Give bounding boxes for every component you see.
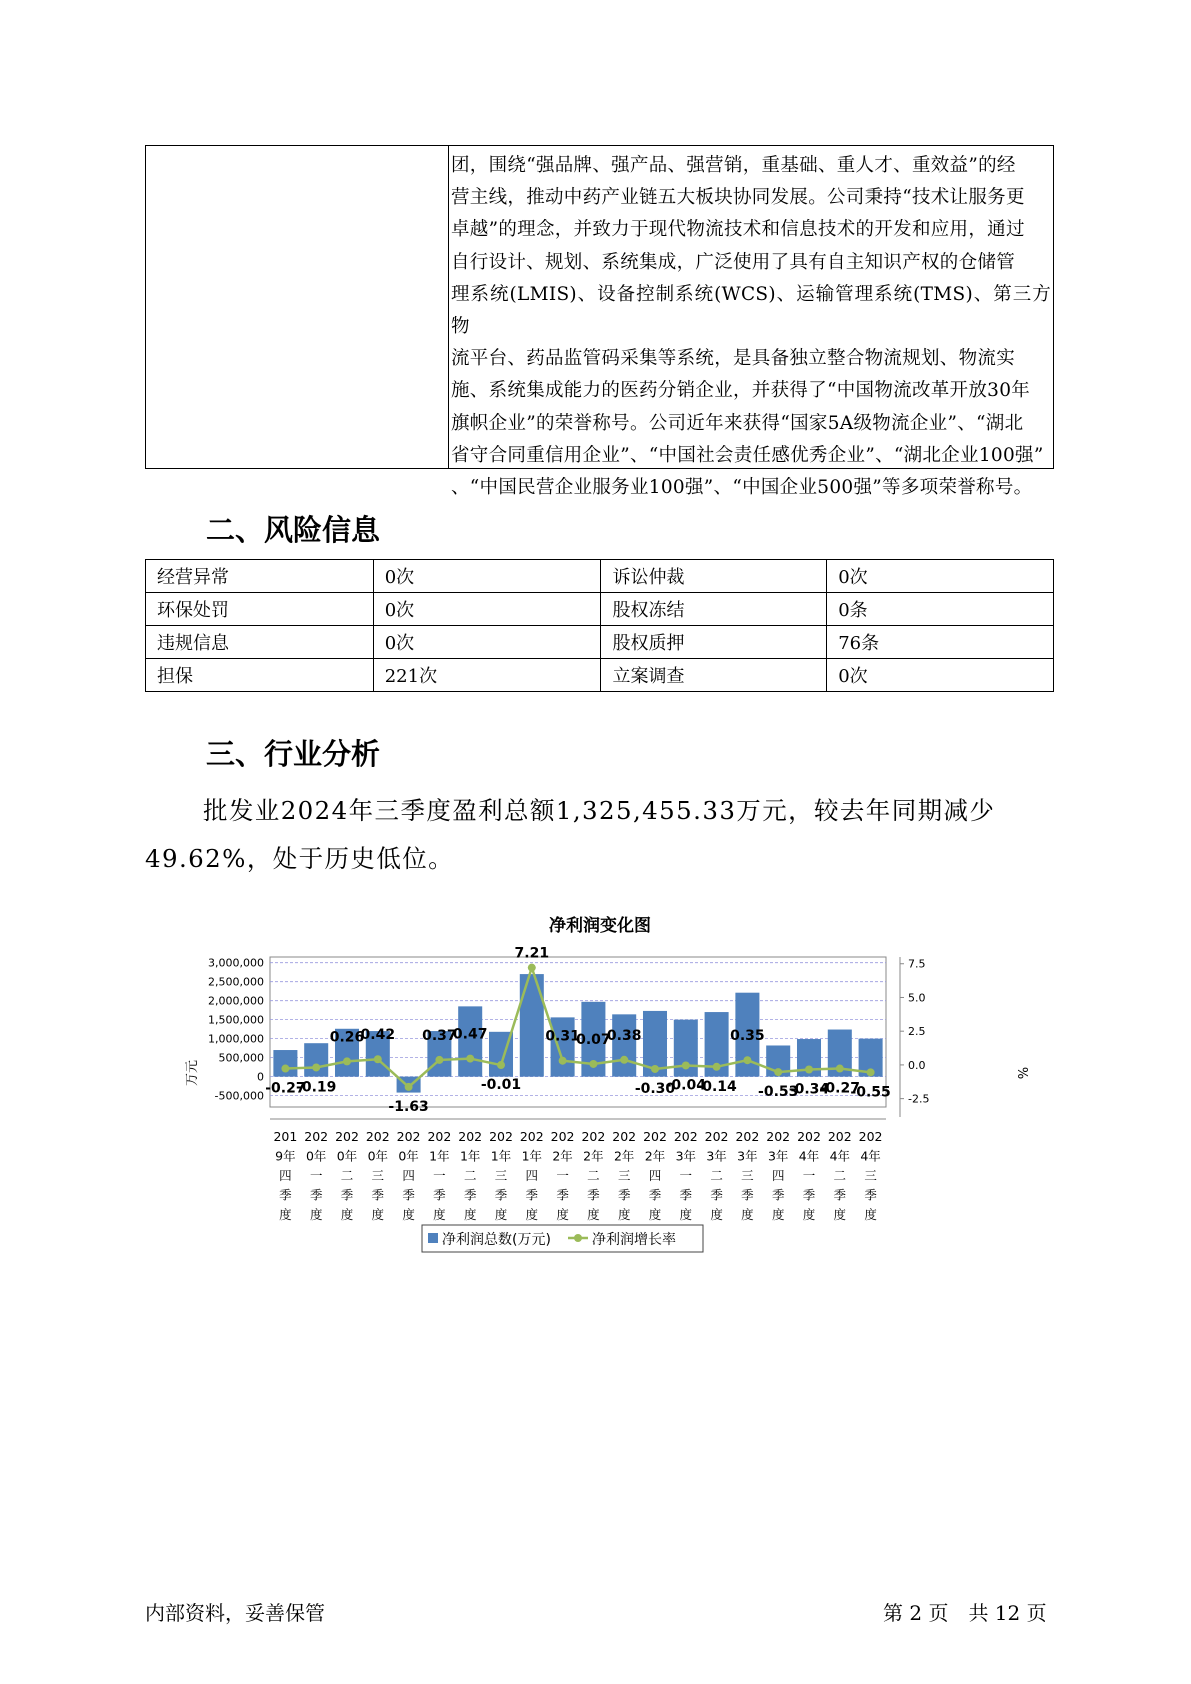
growth-rate-label: -0.53 <box>758 1084 799 1101</box>
company-intro-table <box>145 145 1054 499</box>
x-tick-label: 202 <box>335 1129 359 1144</box>
y-left-tick-label: 0 <box>257 1070 264 1084</box>
x-tick-label: 202 <box>704 1129 729 1144</box>
x-tick-label: 二 <box>340 1168 354 1183</box>
x-tick-label: 三 <box>617 1168 631 1183</box>
x-tick-label: 度 <box>617 1207 631 1222</box>
y-left-tick-label: 2,500,000 <box>208 975 264 989</box>
growth-rate-point <box>836 1065 844 1073</box>
x-tick-label: 202 <box>797 1129 821 1144</box>
growth-rate-point <box>774 1068 782 1076</box>
legend-bar-swatch <box>428 1233 438 1243</box>
intro-line: 施、系统集成能力的医药分销企业，并获得了“中国物流改革开放30年 <box>451 380 1031 402</box>
bar <box>273 1050 297 1077</box>
chart-legend <box>422 1225 703 1252</box>
x-tick-label: 二 <box>463 1168 477 1183</box>
x-tick-label: 度 <box>802 1207 816 1222</box>
growth-rate-point <box>528 964 536 972</box>
risk-label-cell: 违规信息 <box>146 626 374 659</box>
intro-line: 旗帜企业”的荣誉称号。公司近年来获得“国家5A级物流企业”、“湖北 <box>451 412 1024 434</box>
x-tick-label: 3年 <box>706 1148 727 1164</box>
risk-label-cell: 立案调查 <box>601 659 827 692</box>
y-right-tick-label: 7.5 <box>908 957 926 971</box>
x-tick-label: 季 <box>402 1187 415 1203</box>
net-profit-chart <box>180 905 1029 1355</box>
x-tick-label: 202 <box>612 1129 637 1144</box>
x-tick-label: 季 <box>679 1187 693 1203</box>
x-tick-label: 度 <box>741 1207 754 1222</box>
growth-rate-label: 7.21 <box>514 945 550 962</box>
table-row <box>146 593 1054 626</box>
x-tick-label: 度 <box>525 1207 539 1222</box>
legend-bar-label: 净利润总数(万元) <box>442 1232 551 1248</box>
x-tick-label: 一 <box>309 1168 323 1183</box>
risk-value-cell: 0次 <box>827 560 1054 593</box>
x-tick-label: 季 <box>833 1187 847 1203</box>
x-tick-label: 度 <box>340 1207 354 1222</box>
x-tick-label: 季 <box>433 1187 446 1203</box>
x-tick-label: 季 <box>710 1187 723 1203</box>
y-right-tick-label: 5.0 <box>908 991 926 1005</box>
section-industry-heading: 三、行业分析 <box>206 737 381 771</box>
chart-data-labels <box>265 946 891 1115</box>
x-tick-label: 3年 <box>767 1148 789 1164</box>
intro-text-cell <box>451 150 1051 504</box>
x-tick-label: 二 <box>710 1168 723 1183</box>
growth-rate-point <box>466 1055 474 1063</box>
x-tick-label: 季 <box>309 1187 323 1203</box>
intro-line: 理系统(LMIS)、设备控制系统(WCS)、运输管理系统(TMS)、第三方物 <box>451 283 1051 338</box>
x-tick-label: 2年 <box>552 1148 573 1164</box>
x-tick-label: 季 <box>525 1187 539 1203</box>
x-tick-label: 度 <box>833 1207 847 1222</box>
x-tick-label: 2年 <box>583 1148 604 1164</box>
x-tick-label: 一 <box>802 1168 816 1183</box>
x-tick-label: 0年 <box>367 1148 389 1164</box>
x-tick-label: 4年 <box>798 1148 820 1164</box>
table-row <box>146 626 1054 659</box>
growth-rate-point <box>620 1056 628 1064</box>
x-tick-label: 季 <box>617 1187 631 1203</box>
industry-paragraph-line2: 49.62%，处于历史低位。 <box>145 844 455 873</box>
x-tick-label: 1年 <box>429 1148 450 1164</box>
growth-rate-point <box>682 1061 690 1069</box>
y-axis-left-label: 万元 <box>185 1059 200 1087</box>
x-tick-label: 三 <box>741 1168 754 1183</box>
x-tick-label: 度 <box>309 1207 323 1222</box>
risk-value-cell: 0次 <box>373 593 601 626</box>
x-tick-label: 度 <box>771 1207 785 1222</box>
intro-line: 、“中国民营企业服务业100强”、“中国企业500强”等多项荣誉称号。 <box>451 477 1033 499</box>
y-left-tick-label: 1,500,000 <box>208 1013 264 1027</box>
risk-label-cell: 股权质押 <box>601 626 827 659</box>
growth-rate-point <box>405 1083 413 1091</box>
x-tick-label: 202 <box>581 1129 606 1144</box>
risk-value-cell: 76条 <box>827 626 1054 659</box>
x-tick-label: 202 <box>427 1129 452 1144</box>
x-tick-label: 202 <box>396 1129 421 1144</box>
x-tick-label: 季 <box>802 1187 816 1203</box>
y-right-tick-label: 2.5 <box>908 1025 926 1039</box>
growth-rate-label: 0.42 <box>360 1027 396 1044</box>
x-tick-label: 度 <box>587 1207 600 1222</box>
growth-rate-label: -0.19 <box>296 1079 337 1096</box>
x-tick-label: 季 <box>371 1187 385 1203</box>
y-left-tick-label: 500,000 <box>218 1051 264 1065</box>
growth-rate-label: -0.27 <box>819 1080 860 1097</box>
footer-page-number: 第 2 页 共 12 页 <box>883 1601 1047 1625</box>
footer-confidential: 内部资料，妥善保管 <box>145 1601 325 1625</box>
growth-rate-point <box>805 1066 813 1074</box>
bar <box>304 1043 328 1076</box>
x-tick-label: 四 <box>402 1168 415 1183</box>
x-tick-label: 四 <box>771 1168 785 1183</box>
risk-value-cell: 0条 <box>827 593 1054 626</box>
x-tick-label: 202 <box>827 1129 852 1144</box>
y-axis-right-label: % <box>1014 1066 1029 1080</box>
x-tick-label: 202 <box>766 1129 791 1144</box>
growth-rate-point <box>374 1055 382 1063</box>
growth-rate-label: -0.55 <box>850 1084 891 1101</box>
growth-rate-label: -0.30 <box>634 1080 676 1097</box>
risk-label-cell: 股权冻结 <box>601 593 827 626</box>
x-tick-label: 202 <box>519 1129 544 1144</box>
x-tick-label: 二 <box>833 1168 847 1183</box>
x-tick-label: 4年 <box>860 1148 881 1164</box>
growth-rate-label: -0.27 <box>265 1080 306 1097</box>
x-tick-label: 季 <box>279 1187 292 1203</box>
x-tick-label: 季 <box>864 1187 877 1203</box>
x-tick-label: 3年 <box>675 1148 697 1164</box>
x-tick-label: 0年 <box>398 1148 419 1164</box>
risk-label-cell: 诉讼仲裁 <box>601 560 827 593</box>
x-tick-label: 季 <box>494 1187 508 1203</box>
x-tick-label: 度 <box>433 1207 446 1222</box>
x-tick-label: 度 <box>556 1207 569 1222</box>
x-tick-label: 度 <box>371 1207 385 1222</box>
bar <box>612 1014 636 1076</box>
growth-rate-point <box>281 1065 289 1073</box>
x-tick-label: 度 <box>279 1207 292 1222</box>
table-row <box>146 560 1054 593</box>
growth-rate-label: 0.31 <box>545 1028 580 1045</box>
x-tick-label: 0年 <box>305 1148 327 1164</box>
x-tick-label: 202 <box>673 1129 698 1144</box>
growth-rate-point <box>497 1061 505 1069</box>
x-tick-label: 1年 <box>521 1148 543 1164</box>
y-left-tick-label: 1,000,000 <box>208 1032 264 1046</box>
growth-rate-point <box>651 1065 659 1073</box>
risk-value-cell: 0次 <box>373 560 601 593</box>
x-tick-label: 季 <box>648 1187 662 1203</box>
x-tick-label: 三 <box>864 1168 877 1183</box>
x-tick-label: 四 <box>279 1168 292 1183</box>
growth-rate-label: 0.35 <box>730 1028 765 1045</box>
x-tick-label: 1年 <box>459 1148 481 1164</box>
x-tick-label: 2年 <box>644 1148 666 1164</box>
x-tick-label: 季 <box>587 1187 600 1203</box>
x-tick-label: 四 <box>525 1168 539 1183</box>
chart-title: 净利润变化图 <box>549 916 651 936</box>
risk-info-table <box>145 559 1054 692</box>
x-tick-label: 度 <box>710 1207 723 1222</box>
y-right-tick-label: -2.5 <box>908 1092 930 1106</box>
growth-rate-point <box>589 1060 597 1068</box>
intro-label-cell <box>146 146 449 468</box>
industry-paragraph-line1: 批发业2024年三季度盈利总额1,325,455.33万元，较去年同期减少 <box>203 796 996 825</box>
x-tick-label: 三 <box>494 1168 508 1183</box>
growth-rate-label: 0.07 <box>576 1031 611 1048</box>
legend-line-label: 净利润增长率 <box>592 1232 676 1248</box>
y-left-tick-label: 3,000,000 <box>208 956 264 970</box>
x-tick-label: 季 <box>340 1187 354 1203</box>
growth-rate-label: 0.38 <box>606 1027 642 1044</box>
intro-line: 卓越”的理念，并致力于现代物流技术和信息技术的开发和应用，通过 <box>451 219 1025 241</box>
risk-value-cell: 221次 <box>373 659 601 692</box>
intro-line: 营主线，推动中药产业链五大板块协同发展。公司秉持“技术让服务更 <box>451 187 1025 209</box>
growth-rate-point <box>343 1057 351 1065</box>
intro-line: 团，围绕“强品牌、强产品、强营销，重基础、重人才、重效益”的经 <box>451 155 1016 176</box>
growth-rate-label: -1.63 <box>388 1098 429 1115</box>
growth-rate-label: -0.34 <box>788 1081 830 1098</box>
x-tick-label: 季 <box>556 1187 569 1203</box>
x-tick-label: 9年 <box>275 1148 296 1164</box>
x-tick-label: 三 <box>371 1168 385 1183</box>
growth-rate-label: -0.01 <box>480 1077 522 1094</box>
x-tick-label: 二 <box>587 1168 600 1183</box>
y-left-tick-label: 2,000,000 <box>208 994 264 1008</box>
x-tick-label: 季 <box>771 1187 785 1203</box>
growth-rate-label: 0.26 <box>329 1029 365 1046</box>
intro-line: 省守合同重信用企业”、“中国社会责任感优秀企业”、“湖北企业100强” <box>451 444 1044 466</box>
x-tick-label: 202 <box>735 1129 760 1144</box>
risk-label-cell: 担保 <box>146 659 374 692</box>
section-risk-heading: 二、风险信息 <box>206 513 381 547</box>
growth-rate-point <box>435 1056 443 1064</box>
y-right-tick-label: 0.0 <box>908 1058 926 1072</box>
x-tick-label: 度 <box>864 1207 877 1222</box>
x-tick-label: 季 <box>741 1187 754 1203</box>
x-tick-label: 一 <box>433 1168 446 1183</box>
growth-rate-point <box>743 1056 751 1064</box>
chart-category-labels <box>273 1129 882 1222</box>
y-left-tick-label: -500,000 <box>214 1089 264 1103</box>
growth-rate-point <box>312 1063 320 1071</box>
risk-value-cell: 0次 <box>373 626 601 659</box>
x-tick-label: 0年 <box>336 1148 358 1164</box>
risk-label-cell: 经营异常 <box>146 560 374 593</box>
growth-rate-label: -0.04 <box>665 1077 706 1094</box>
x-tick-label: 度 <box>402 1207 415 1222</box>
legend-line-marker <box>574 1234 582 1242</box>
intro-line: 自行设计、规划、系统集成，广泛使用了具有自主知识产权的仓储管 <box>451 251 1016 273</box>
x-tick-label: 202 <box>643 1129 667 1144</box>
x-tick-label: 202 <box>304 1129 329 1144</box>
growth-rate-point <box>559 1057 567 1065</box>
growth-rate-point <box>713 1063 721 1071</box>
bar <box>551 1017 575 1076</box>
x-tick-label: 度 <box>463 1207 477 1222</box>
x-tick-label: 202 <box>550 1129 575 1144</box>
growth-rate-label: 0.37 <box>422 1027 457 1044</box>
growth-rate-label: -0.14 <box>696 1078 737 1095</box>
x-tick-label: 度 <box>648 1207 662 1222</box>
x-tick-label: 202 <box>365 1129 390 1144</box>
x-tick-label: 季 <box>463 1187 477 1203</box>
x-tick-label: 一 <box>679 1168 693 1183</box>
risk-label-cell: 环保处罚 <box>146 593 374 626</box>
table-row <box>146 659 1054 692</box>
x-tick-label: 3年 <box>737 1148 758 1164</box>
growth-rate-point <box>867 1068 875 1076</box>
x-tick-label: 1年 <box>490 1148 512 1164</box>
x-tick-label: 2年 <box>613 1148 635 1164</box>
x-tick-label: 202 <box>458 1129 483 1144</box>
x-tick-label: 4年 <box>829 1148 851 1164</box>
x-tick-label: 四 <box>648 1168 662 1183</box>
x-tick-label: 201 <box>273 1129 298 1144</box>
x-tick-label: 202 <box>489 1129 513 1144</box>
growth-rate-label: 0.47 <box>452 1026 488 1043</box>
x-tick-label: 202 <box>858 1129 883 1144</box>
intro-line: 流平台、药品监管码采集等系统，是具备独立整合物流规划、物流实 <box>451 348 1016 370</box>
risk-value-cell: 0次 <box>827 659 1054 692</box>
x-tick-label: 一 <box>556 1168 569 1183</box>
x-tick-label: 度 <box>494 1207 508 1222</box>
x-tick-label: 度 <box>679 1207 693 1222</box>
